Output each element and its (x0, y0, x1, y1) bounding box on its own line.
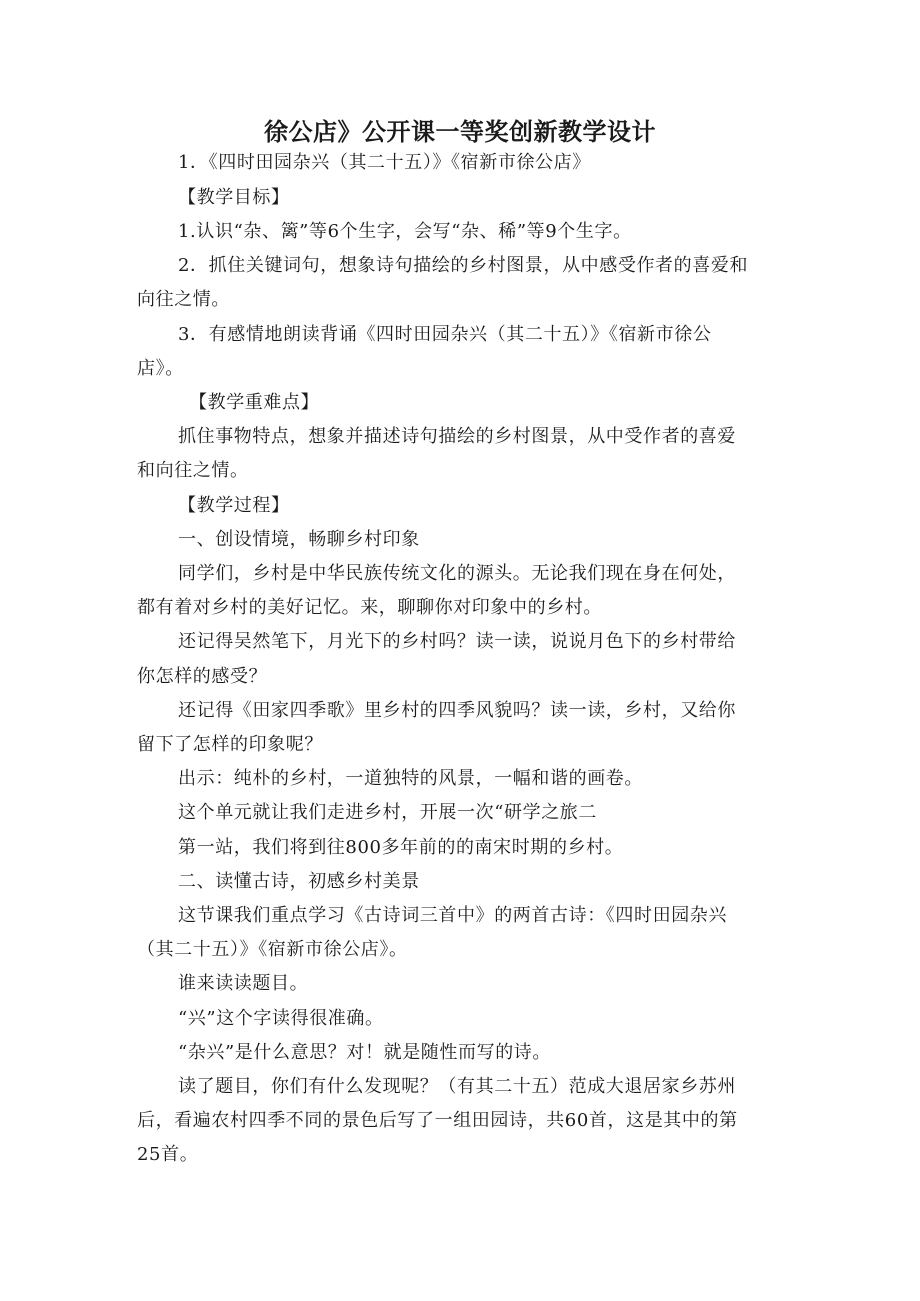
paragraph-2-cont: 你怎样的感受？ (137, 666, 268, 687)
objective-3-cont: 店》。 (137, 358, 184, 379)
step-1-heading: 一、创设情境，畅聊乡村印象 (178, 529, 420, 550)
paragraph-6: 第一站，我们将到往800多年前的的南宋时期的乡村。 (178, 837, 624, 858)
lesson-heading: 1．《四时田园杂兴（其二十五）》《宿新市徐公店》 (178, 152, 591, 173)
paragraph-2: 还记得吴然笔下，月光下的乡村吗？读一读，说说月色下的乡村带给 (178, 631, 736, 652)
document-title: 徐公店》公开课一等奖创新教学设计 (264, 118, 656, 146)
objective-3: 3．有感情地朗读背诵《四时田园杂兴（其二十五）》《宿新市徐公 (178, 324, 712, 345)
paragraph-11-end: 25首。 (137, 1144, 199, 1165)
paragraph-11-cont: 后，看遍农村四季不同的景色后写了一组田园诗，共60首，这是其中的第 (137, 1110, 738, 1131)
paragraph-7-cont: （其二十五）》《宿新市徐公店》。 (137, 939, 408, 960)
objective-1: 1.认识“杂、篱”等6个生字，会写“杂、稀”等9个生字。 (178, 221, 632, 242)
paragraph-1-cont: 都有着对乡村的美好记忆。来，聊聊你对印象中的乡村。 (137, 597, 602, 618)
paragraph-11: 读了题目，你们有什么发现呢？（有其二十五）范成大退居家乡苏州 (178, 1076, 736, 1097)
paragraph-5: 这个单元就让我们走进乡村，开展一次“研学之旅二 (178, 802, 597, 823)
key-points-text: 抓住事物特点，想象并描述诗句描绘的乡村图景，从中受作者的喜爱 (178, 426, 736, 447)
paragraph-3: 还记得《田家四季歌》里乡村的四季风貌吗？读一读，乡村，又给你 (178, 700, 736, 721)
paragraph-1: 同学们，乡村是中华民族传统文化的源头。无论我们现在身在何处， (178, 563, 736, 584)
section-heading-key-points: 【教学重难点】 (189, 392, 320, 413)
section-heading-process: 【教学过程】 (178, 495, 290, 516)
key-points-text-cont: 和向往之情。 (137, 460, 249, 481)
paragraph-10: “杂兴”是什么意思？对！就是随性而写的诗。 (178, 1042, 552, 1063)
paragraph-4: 出示：纯朴的乡村，一道独特的风景，一幅和谐的画卷。 (178, 768, 643, 789)
paragraph-3-cont: 留下了怎样的印象呢？ (137, 734, 323, 755)
paragraph-7: 这节课我们重点学习《古诗词三首中》的两首古诗：《四时田园杂兴 (178, 905, 727, 926)
objective-2: 2．抓住关键词句，想象诗句描绘的乡村图景，从中感受作者的喜爱和 (178, 255, 749, 276)
paragraph-8: 谁来读读题目。 (178, 973, 309, 994)
paragraph-9: “兴”这个字读得很准确。 (178, 1008, 384, 1029)
objective-2-cont: 向往之情。 (137, 289, 230, 310)
section-heading-objectives: 【教学目标】 (178, 187, 290, 208)
step-2-heading: 二、读懂古诗，初感乡村美景 (178, 871, 420, 892)
